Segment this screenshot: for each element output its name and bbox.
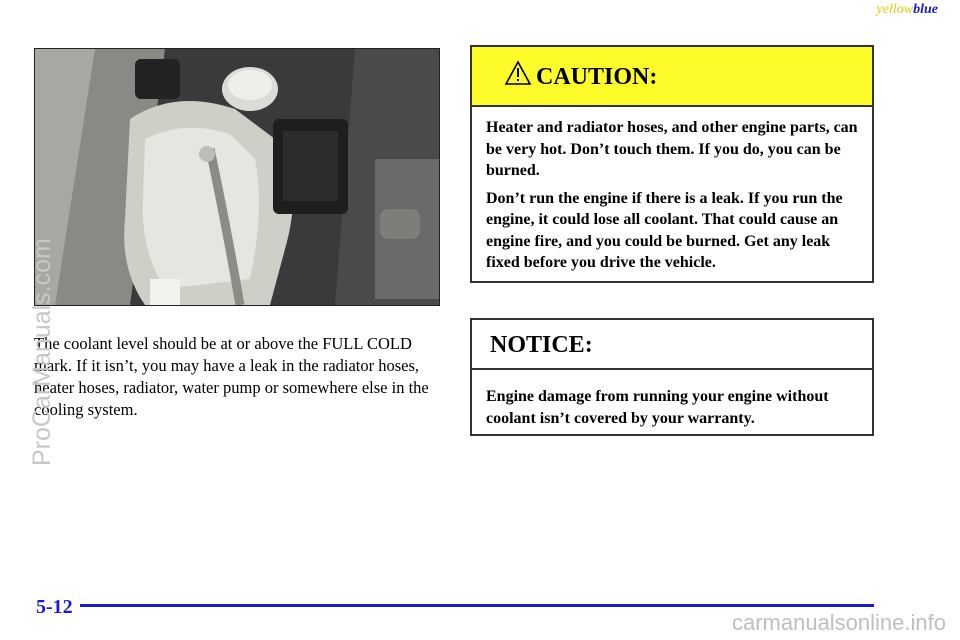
caution-header xyxy=(472,47,872,107)
page-number: 5-12 xyxy=(36,596,73,618)
caution-title: CAUTION: xyxy=(536,64,658,90)
caution-paragraph-2: Don’t run the engine if there is a leak. If you run the engine, it could lose all coolant. That could cause an engine fire, and you could be burned. Get any leak fixed before you drive the vehicle. xyxy=(486,189,843,271)
caution-body xyxy=(472,107,872,274)
coolant-level-paragraph: The coolant level should be at or above the FULL COLD mark. If it isn’t, you may have a leak in the radiator hoses, heater hoses, radiator, water pump or somewhere else in the cooling system. xyxy=(34,334,429,419)
notice-body xyxy=(472,370,872,430)
footer-site-watermark: carmanualsonline.info xyxy=(731,610,946,635)
notice-title: NOTICE: xyxy=(490,332,593,358)
watermark-text: ProCarManuals.com xyxy=(28,238,56,466)
notice-header xyxy=(472,320,872,370)
caution-paragraph-1: Heater and radiator hoses, and other engine parts, can be very hot. Don’t touch them. If you do, you can be burned. xyxy=(486,119,858,179)
notice-box xyxy=(470,318,874,436)
engine-photo xyxy=(34,48,440,306)
warning-triangle-icon xyxy=(504,60,532,86)
footer-rule xyxy=(80,604,874,607)
engine-photo-drawing xyxy=(35,49,439,305)
color-word-yellow: yellow xyxy=(876,2,914,17)
notice-paragraph: Engine damage from running your engine without coolant isn’t covered by your warranty. xyxy=(486,388,829,427)
color-word-blue: blue xyxy=(913,2,938,17)
caution-box xyxy=(470,45,874,283)
color-proof-label xyxy=(877,2,938,18)
